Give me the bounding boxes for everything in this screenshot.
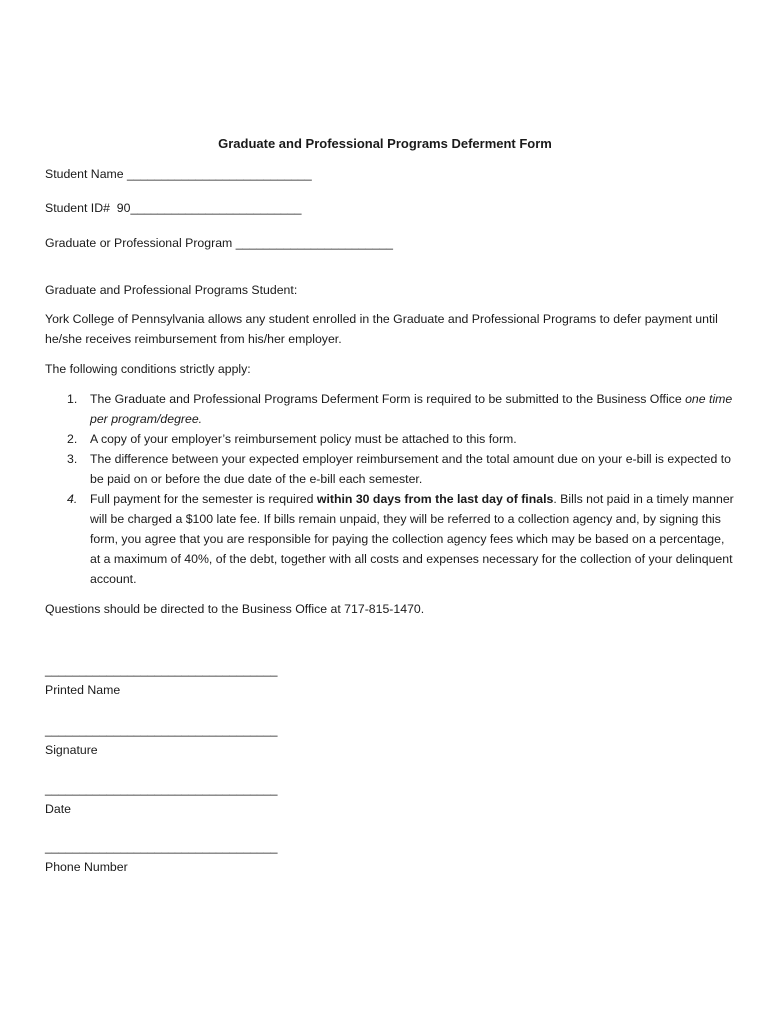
condition-text: A copy of your employer’s reimbursement policy must be attached to this form. xyxy=(90,432,517,446)
student-id-field: Student ID# 90_________________________ xyxy=(45,201,302,215)
condition-number: 1. xyxy=(67,392,78,406)
date-line[interactable]: __________________________________ xyxy=(45,782,278,796)
condition-item xyxy=(45,389,735,429)
signature-line[interactable]: __________________________________ xyxy=(45,723,278,737)
conditions-list xyxy=(45,389,735,589)
printed-name-line[interactable]: __________________________________ xyxy=(45,663,278,677)
printed-name-label: Printed Name xyxy=(45,683,121,697)
phone-number-line[interactable]: __________________________________ xyxy=(45,840,278,854)
intro-paragraph: York College of Pennsylvania allows any student enrolled in the Graduate and Professional Programs to defer payment until he/she receives reimbursement from his/her employer. xyxy=(45,312,718,346)
condition-number: 2. xyxy=(67,432,78,446)
signature-label: Signature xyxy=(45,743,98,757)
student-name-field: Student Name ___________________________ xyxy=(45,167,312,181)
condition-number: 4. xyxy=(67,492,78,506)
condition-text-after: . Bills not paid in a timely manner will be charged a $100 late fee. If bills remain unpaid, they will be referred to a collection agency and, by signing this form, you agree that you are responsible for paying the collection agency fees which may be based on a percentage, at a maximum of 40%, of the debt, together with all costs and expenses necessary for the collection of your delinquent account. xyxy=(90,492,734,586)
condition-text: Full payment for the semester is required xyxy=(90,492,317,506)
condition-text: The difference between your expected employer reimbursement and the total amount due on your e-bill is expected to be paid on or before the due date of the e-bill each semester. xyxy=(90,452,731,486)
condition-number: 3. xyxy=(67,452,78,466)
questions-note: Questions should be directed to the Business Office at 717-815-1470. xyxy=(45,602,425,616)
condition-item xyxy=(45,449,735,489)
date-label: Date xyxy=(45,802,71,816)
condition-emphasis: one time per program/degree. xyxy=(90,392,733,426)
condition-bold: within 30 days from the last day of finals xyxy=(316,492,554,506)
phone-number-label: Phone Number xyxy=(45,860,128,874)
condition-item xyxy=(45,429,735,449)
conditions-heading: The following conditions strictly apply: xyxy=(45,362,251,376)
condition-text: The Graduate and Professional Programs Deferment Form is required to be submitted to the Business Office xyxy=(90,392,686,406)
form-title: Graduate and Professional Programs Deferment Form xyxy=(218,136,552,151)
salutation: Graduate and Professional Programs Student: xyxy=(45,283,298,297)
program-field: Graduate or Professional Program _______________________ xyxy=(45,236,393,250)
condition-item xyxy=(45,489,735,589)
